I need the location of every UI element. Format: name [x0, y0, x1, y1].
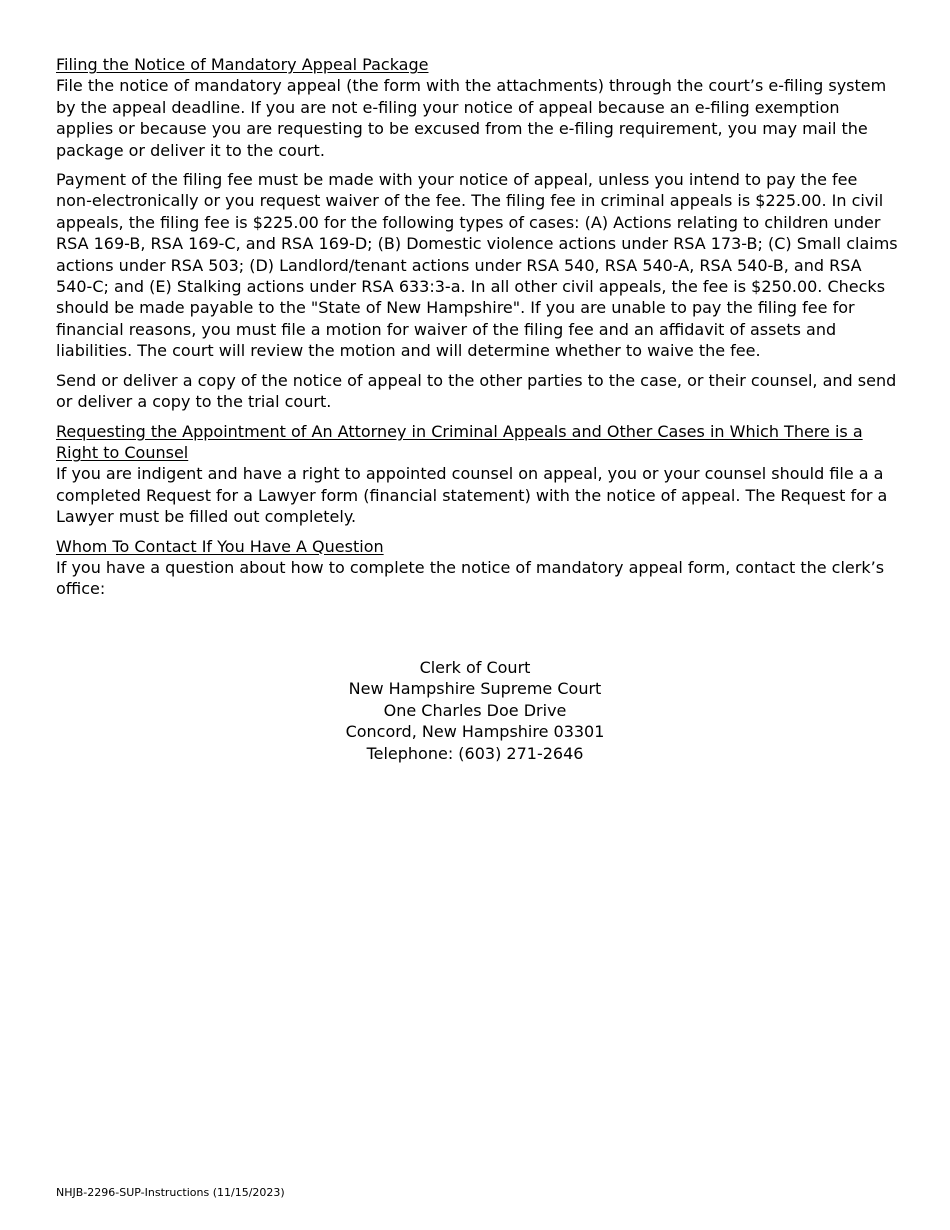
filing-paragraph-2: Payment of the filing fee must be made with your notice of appeal, unless you intend to pay the fee non-electronically or you request waiver of the fee. The filing fee in criminal appeals is $225.00. In civil appeals, the filing fee is $225.00 for the following types of cases: (A) Actions relating to children under RSA 169-B, RSA 169-C, and RSA 169-D; (B) Domestic violence actions under RSA 173-B; (C) Small claims actions under RSA 503; (D) Landlord/tenant actions under RSA 540, RSA 540-A, RSA 540-B, and RSA 540-C; and (E) Stalking actions under RSA 633:3-a. In all other civil appeals, the fee is $250.00. Checks should be made payable to the "State of New Hampshire". If you are unable to pay the filing fee for financial reasons, you must file a motion for waiver of the filing fee and an affidavit of assets and liabilities. The court will review the motion and will determine whether to waive the fee. [56, 170, 898, 361]
contact-section [56, 536, 898, 600]
instructions-page [56, 54, 898, 608]
attorney-heading: Requesting the Appointment of An Attorney in Criminal Appeals and Other Cases in Which There is a Right to Counsel [56, 421, 863, 462]
contact-heading: Whom To Contact If You Have A Question [56, 536, 384, 556]
attorney-paragraph: If you are indigent and have a right to appointed counsel on appeal, you or your counsel should file a a completed Request for a Lawyer form (financial statement) with the notice of appeal. The Request for a Lawyer must be filled out completely. [56, 464, 888, 527]
form-id-footer: NHJB-2296-SUP-Instructions (11/15/2023) [56, 1186, 285, 1199]
contact-paragraph: If you have a question about how to complete the notice of mandatory appeal form, contact the clerk’s office: [56, 557, 885, 599]
address-line-city: Concord, New Hampshire 03301 [345, 722, 605, 742]
filing-heading: Filing the Notice of Mandatory Appeal Package [56, 55, 429, 74]
clerk-address-block [0, 657, 950, 764]
filing-paragraph-3: Send or deliver a copy of the notice of appeal to the other parties to the case, or their counsel, and send or deliver a copy to the trial court. [56, 370, 897, 412]
address-line-title: Clerk of Court [419, 658, 531, 677]
attorney-section [56, 421, 898, 528]
filing-section [56, 54, 898, 413]
address-line-court: New Hampshire Supreme Court [348, 679, 602, 699]
address-line-street: One Charles Doe Drive [383, 700, 567, 720]
address-line-telephone: Telephone: (603) 271-2646 [366, 743, 584, 763]
filing-paragraph-1: File the notice of mandatory appeal (the form with the attachments) through the court’s e-filing system by the appeal deadline. If you are not e-filing your notice of appeal because an e-filing exemption applies or because you are requesting to be excused from the e-filing requirement, you may mail the package or deliver it to the court. [56, 76, 887, 160]
